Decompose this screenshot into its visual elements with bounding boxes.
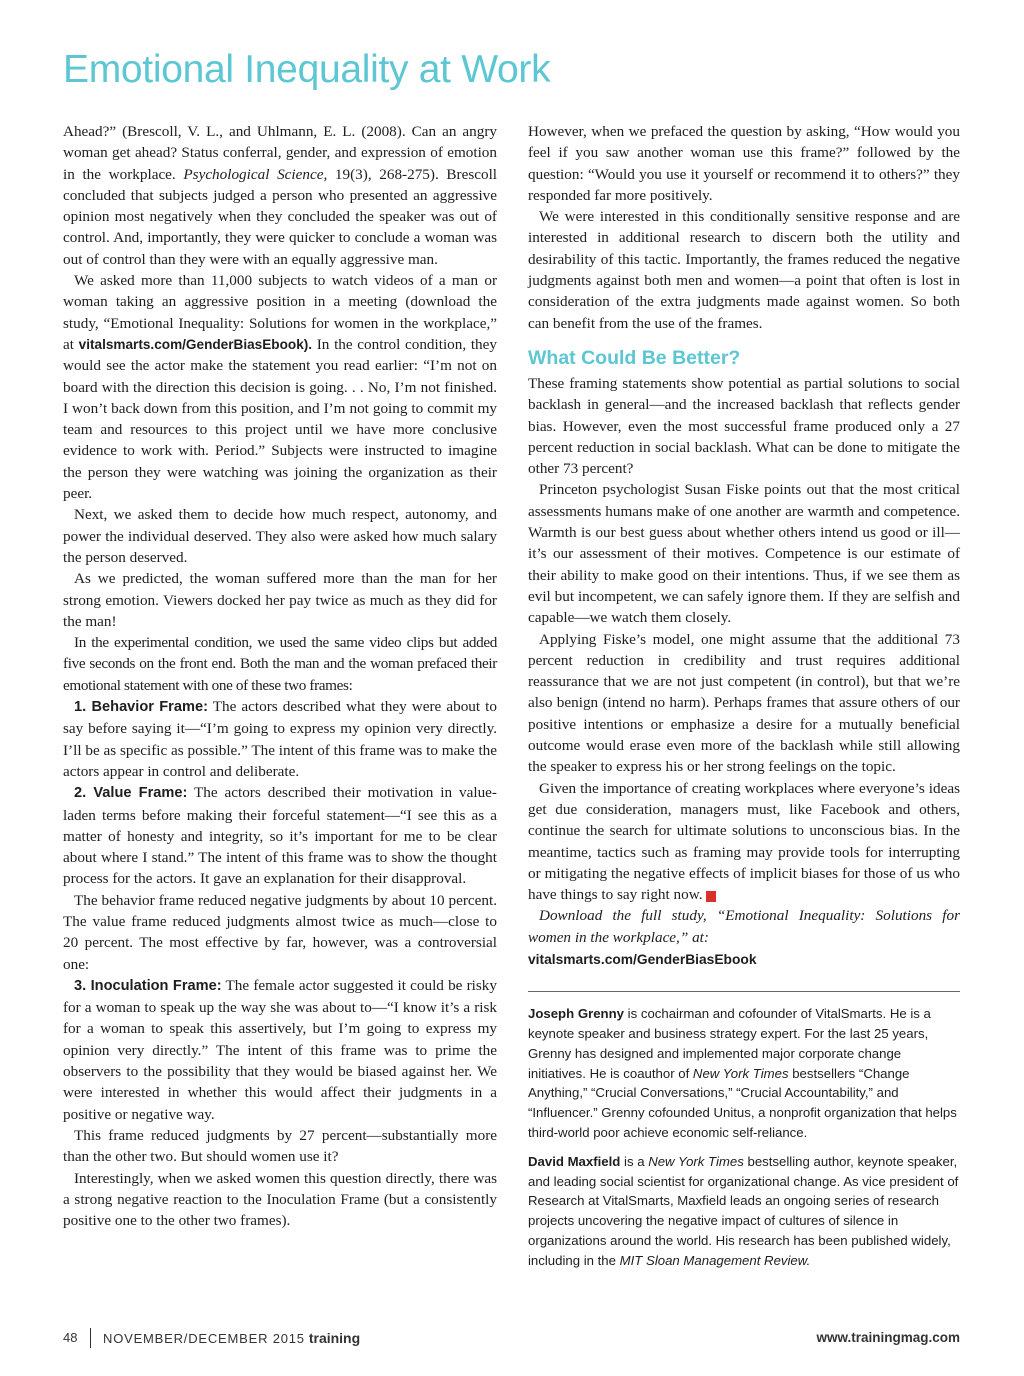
divider bbox=[528, 991, 960, 992]
paragraph: The behavior frame reduced negative judgments by about 10 percent. The value frame reduced judgments almost twice as much—close to 20 percent. The most effective by far, however, was a controversial one: bbox=[63, 891, 497, 973]
section-heading: What Could Be Better? bbox=[528, 346, 741, 369]
paragraph: However, when we prefaced the question by asking, “How would you feel if you saw another woman use this frame?” followed by the question: “Would you use it yourself or recommend it to others?” they responded far more positively. bbox=[528, 123, 960, 204]
end-mark-icon: t bbox=[706, 891, 716, 902]
paragraph: Given the importance of creating workplaces where everyone’s ideas get due consideration, managers must, like Facebook and others, continue the search for ultimate solutions to unconscious bias. In the meantime, tactics such as framing may provide tools for interrupting or mitigating the negative effects of implicit biases for those of us who have things to say right now. t bbox=[528, 779, 960, 904]
paragraph: Ahead?” (Brescoll, V. L., and Uhlmann, E. L. (2008). Can an angry woman get ahead? Status conferral, gender, and expression of emotion in the workplace. Psychological Science, 19(3), 268-275). Brescoll concluded that subjects judged a person who presented an aggressive opinion most negatively when they concluded the speaker was out of control. And, importantly, they were quicker to conclude a woman was out of control than they were with an equally aggressive man. bbox=[63, 123, 498, 268]
page-number: 48 bbox=[63, 1330, 78, 1345]
paragraph: We asked more than 11,000 subjects to watch videos of a man or woman taking an aggressive position in a meeting (download the study, “Emotional Inequality: Solutions for women in the workplace,” at vitalsmarts.com/GenderBiasEbook). In the control condition, they would see the actor make the statement you read earlier: “I’m not on board with the direction this decision is going. . . No, I’m not finished. I won’t back down from this position, and I’m not going to commit my team and resources to this project until we have more conclusive evidence to work with. Period.” Subjects were instructed to imagine the person they were watching was joining the organization as their peer. bbox=[63, 272, 497, 503]
paragraph: These framing statements show potential as partial solutions to social backlash in general—and the increased backlash that reflects gender bias. However, even the most successful frame produced only a 27 percent reduction in social backlash. What can be done to mitigate the other 73 percent? bbox=[528, 374, 960, 478]
paragraph: Interestingly, when we asked women this question directly, there was a strong negative reaction to the Inoculation Frame (but a consistently positive one to the other two frames). bbox=[63, 1169, 497, 1230]
footer-divider bbox=[90, 1328, 91, 1348]
website-link[interactable]: www.trainingmag.com bbox=[816, 1330, 960, 1345]
list-item-inoculation-frame: 3. Inoculation Frame: The female actor suggested it could be risky for a woman to speak up the way she was about to—“I know it’s a risk for a woman to speak this assertively, but I’m going to express my opinion very directly.” The intent of this frame was to prime the observers to the possibility that they would be biased against her. We were interested in whether this would affect their judgments in a positive or negative way. bbox=[63, 976, 497, 1123]
page-title: Emotional Inequality at Work bbox=[63, 48, 551, 91]
list-item-behavior-frame: 1. Behavior Frame: The actors described what they were about to say before saying it—“I’m going to express my opinion very directly. I’ll be as specific as possible.” The intent of this frame was to make the actors appear in control and deliberate. bbox=[63, 698, 497, 780]
study-link[interactable]: vitalsmarts.com/GenderBiasEbook). bbox=[78, 336, 313, 352]
paragraph: Next, we asked them to decide how much respect, autonomy, and power the individual deserved. They also were asked how much salary the person deserved. bbox=[63, 506, 497, 566]
paragraph: Princeton psychologist Susan Fiske points out that the most critical assessments humans make of one another are warmth and competence. Warmth is our best guess about whether others intend us good or ill—it’s our assessment of their motives. Competence is our estimate of their ability to make good on their intentions. Thus, if we see them as evil but incompetent, we can safely ignore them. If they are selfish and capable—we watch them closely. bbox=[528, 481, 960, 627]
author-bio-maxfield: David Maxfield is a New York Times bestselling author, keynote speaker, and leading social scientist for organizational change. As vice president of Research at VitalSmarts, Maxfield leads an ongoing series of research projects uncovering the negative impact of cultures of silence in organizations around the world. His research has been published widely, including in the MIT Sloan Management Review. bbox=[528, 1153, 959, 1268]
paragraph: We were interested in this conditionally sensitive response and are interested in additional research to discern both the utility and desirability of this tactic. Importantly, the frames reduced the negative judgments against both men and women—a point that often is lost in consideration of the extra judgments made against women. So both can benefit from the use of the frames. bbox=[528, 208, 960, 332]
magazine-brand: training bbox=[308, 1330, 361, 1346]
paragraph: In the experimental condition, we used the same video clips but added five seconds on the front end. Both the man and the woman prefaced their emotional statement with one of these two frames: bbox=[63, 634, 497, 694]
paragraph: This frame reduced judgments by 27 percent—substantially more than the other two. But should women use it? bbox=[63, 1126, 497, 1166]
list-item-value-frame: 2. Value Frame: The actors described their motivation in value-laden terms before making their forceful statement—“I see this as a matter of honesty and integrity, so it’s important for me to be clear about where I stand.” The intent of this frame was to show the thought process for the actors. It gave an explanation for their disapproval. bbox=[63, 784, 497, 888]
download-note: Download the full study, “Emotional Inequality: Solutions for women in the workplace,” at: bbox=[528, 907, 960, 946]
right-column bbox=[528, 121, 960, 1271]
download-link[interactable]: vitalsmarts.com/GenderBiasEbook bbox=[528, 951, 757, 967]
left-column bbox=[63, 121, 497, 1231]
paragraph: As we predicted, the woman suffered more than the man for her strong emotion. Viewers docked her pay twice as much as they did for the man! bbox=[63, 570, 497, 630]
issue-label: NOVEMBER/DECEMBER 2015 training bbox=[103, 1330, 361, 1346]
author-bio-grenny: Joseph Grenny is cochairman and cofounder of VitalSmarts. He is a keynote speaker and business strategy expert. For the last 25 years, Grenny has designed and implemented major corporate change initiatives. He is coauthor of New York Times bestsellers “Change Anything,” “Crucial Conversations,” “Crucial Accountability,” and “Influencer.” Grenny cofounded Unitus, a nonprofit organization that helps third-world poor achieve economic self-reliance. bbox=[528, 1006, 957, 1141]
paragraph: Applying Fiske’s model, one might assume that the additional 73 percent reduction in credibility and trust requires additional reassurance that we are not just competent (in control), but that we’re also benign (intend no harm). Perhaps frames that assure others of our positive intentions or emphasize a desire for a mutually beneficial outcome would erase even more of the backlash while still allowing the speaker to express his or her strong feelings on the topic. bbox=[528, 630, 960, 776]
page-footer bbox=[63, 1330, 960, 1350]
